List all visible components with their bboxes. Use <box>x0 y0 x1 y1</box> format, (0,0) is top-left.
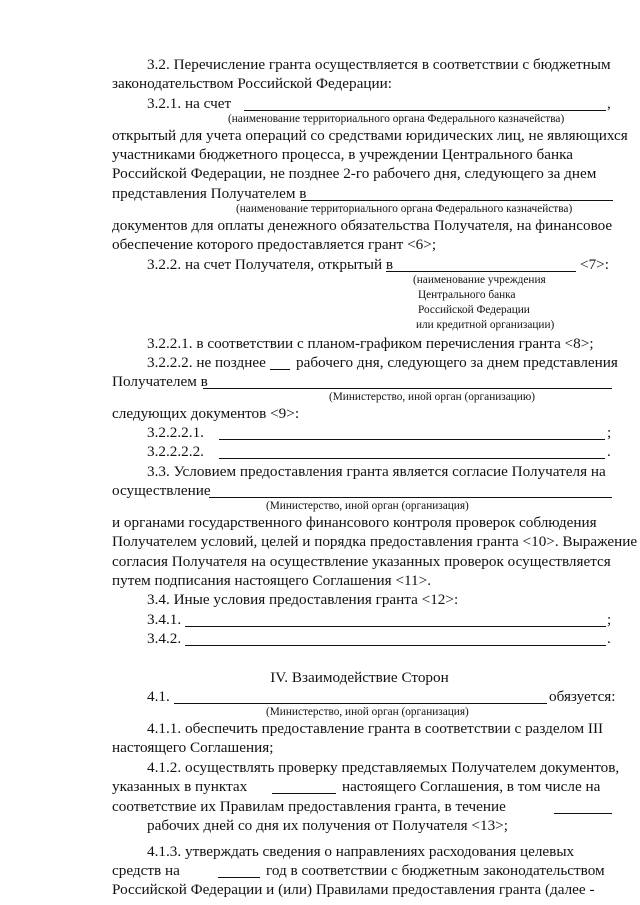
section4-title: IV. Взаимодействие Сторон <box>270 669 449 686</box>
p412-items-blank <box>272 793 336 794</box>
p413-line1: 4.1.3. утверждать сведения о направлениях расходования целевых <box>147 843 575 860</box>
p321-line5: представления Получателем в <box>112 185 307 202</box>
p32221-blank <box>219 439 605 440</box>
p32-line1: 3.2. Перечисление гранта осуществляется в соответствии с бюджетным <box>147 56 611 73</box>
p33-line3: и органами государственного финансового контроля проверок соблюдения <box>112 514 597 531</box>
p322-ref: <7>: <box>580 256 609 273</box>
p342-label: 3.4.2. <box>147 630 182 647</box>
p341-tail: ; <box>607 611 612 628</box>
p413-line2a: средств на <box>112 862 180 879</box>
p411-line1: 4.1.1. обеспечить предоставление гранта в соответствии с разделом III <box>147 720 604 737</box>
p412-line2b: настоящего Соглашения, в том числе на <box>342 778 601 795</box>
p33-line5: согласия Получателя на осуществление указанных проверок осуществляется <box>112 553 611 570</box>
p32222-label: 3.2.2.2.2. <box>147 443 204 460</box>
p321-line2: открытый для учета операций со средствами юридических лиц, не являющихся <box>112 127 628 144</box>
p321-treasury-blank <box>301 200 613 201</box>
p412-line2a: указанных в пунктах <box>112 778 248 795</box>
p321-caption2: (наименование территориального органа Федерального казначейства) <box>236 203 573 215</box>
p33-caption: (Министерство, иной орган (организация) <box>266 500 469 512</box>
p413-line3: Российской Федерации и (или) Правилами предоставления гранта (далее - <box>112 881 595 898</box>
p321-comma: , <box>607 95 611 112</box>
p321-label: 3.2.1. на счет <box>147 95 232 112</box>
p32221-label: 3.2.2.2.1. <box>147 424 204 441</box>
p322-caption1: (наименование учреждения <box>413 274 546 286</box>
p412-term-blank <box>554 813 612 814</box>
p412-line3a: соответствие их Правилам предоставления гранта, в течение <box>112 798 506 815</box>
p321-account-blank <box>244 110 606 111</box>
p412-line1: 4.1.2. осуществлять проверку представляемых Получателем документов, <box>147 759 620 776</box>
p32-line2: законодательством Российской Федерации: <box>112 75 392 92</box>
p321-caption: (наименование территориального органа Федерального казначейства) <box>228 113 565 125</box>
p342-blank <box>185 645 606 646</box>
p413-line2b: год в соответствии с бюджетным законодательством <box>266 862 605 879</box>
p32222-tail: . <box>607 443 611 460</box>
p3222-days-blank <box>270 369 290 370</box>
p34-line1: 3.4. Иные условия предоставления гранта <12>: <box>147 591 459 608</box>
p321-line6: документов для оплаты денежного обязательства Получателя, на финансовое <box>112 217 613 234</box>
p33-line1: 3.3. Условием предоставления гранта является согласие Получателя на <box>147 463 606 480</box>
p3222-ministry-blank <box>203 388 612 389</box>
p322-bank-blank <box>386 271 576 272</box>
p33-ministry-blank <box>209 497 612 498</box>
p413-year-blank <box>218 877 260 878</box>
p322-caption3: Российской Федерации <box>418 304 530 316</box>
p341-blank <box>185 626 606 627</box>
p411-line2: настоящего Соглашения; <box>112 739 274 756</box>
p41-caption: (Министерство, иной орган (организация) <box>266 706 469 718</box>
p41-ministry-blank <box>174 703 547 704</box>
p412-line4: рабочих дней со дня их получения от Получателя <13>; <box>147 817 508 834</box>
p3221-text: 3.2.2.1. в соответствии с планом-графиком перечисления гранта <8>; <box>147 335 594 352</box>
p33-line4: Получателем условий, целей и порядка предоставления гранта <10>. Выражение <box>112 533 638 550</box>
p3222-caption: (Министерство, иной орган (организацию) <box>329 391 536 403</box>
p322-label: 3.2.2. на счет Получателя, открытый в <box>147 256 394 273</box>
p341-label: 3.4.1. <box>147 611 182 628</box>
p321-line4: Российской Федерации, не позднее 2-го рабочего дня, следующего за днем <box>112 165 597 182</box>
p32222-blank <box>219 458 605 459</box>
p3222-line1a: 3.2.2.2. не позднее <box>147 354 266 371</box>
p322-caption4: или кредитной организации) <box>416 319 555 331</box>
p41-obligation: обязуется: <box>549 688 616 705</box>
p3222-line3: следующих документов <9>: <box>112 405 300 422</box>
p321-line3: участниками бюджетного процесса, в учреждении Центрального банка <box>112 146 574 163</box>
p3222-line1b: рабочего дня, следующего за днем представления <box>296 354 618 371</box>
p342-tail: . <box>607 630 611 647</box>
p41-label: 4.1. <box>147 688 170 705</box>
p32221-tail: ; <box>607 424 612 441</box>
p3222-line2: Получателем в <box>112 373 208 390</box>
p322-caption2: Центрального банка <box>418 289 516 301</box>
p321-line7: обеспечение которого предоставляется грант <6>; <box>112 236 437 253</box>
p33-line2: осуществление <box>112 482 211 499</box>
p33-line6: путем подписания настоящего Соглашения <11>. <box>112 572 432 589</box>
